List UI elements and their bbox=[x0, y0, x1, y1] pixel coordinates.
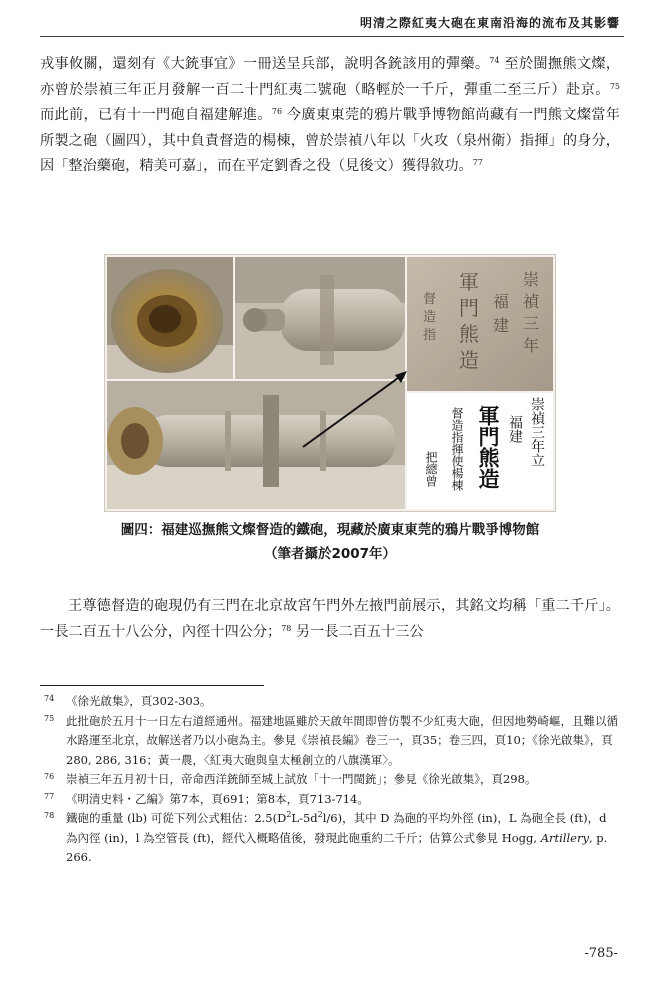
header-rule bbox=[40, 36, 624, 37]
footnote-text-c: l/6)，其中 D 為砲的平均外徑 (in)，L 為砲全長 (ft)，d 為內徑 (in)，l 為空管長 (ft)，經代入概略值後，發現此砲重約二千斤；估算公式參見 Hogg, bbox=[66, 811, 607, 845]
para2-text-1: 王尊德督造的砲現仍有三門在北京故宮午門外左掖門前展示，其銘文均稱「重二千斤」。一長二百五十八公分，內徑十四公分； bbox=[40, 598, 620, 640]
footnote-text-a: 鐵砲的重量 (lb) 可從下列公式粗估：2.5(D bbox=[66, 811, 287, 825]
inscription-col-4: 督造指揮使楊棟 bbox=[450, 407, 464, 491]
footnote-ref-74[interactable]: 74 bbox=[489, 56, 500, 65]
footnote-74 bbox=[40, 692, 620, 712]
svg-text:軍: 軍 bbox=[459, 270, 479, 294]
footnote-text: 《徐光啟集》，頁302-303。 bbox=[66, 694, 212, 708]
svg-text:門: 門 bbox=[459, 296, 479, 320]
body-paragraph-2 bbox=[40, 594, 620, 645]
svg-text:福: 福 bbox=[493, 292, 510, 311]
caption-line-2: （筆者攝於2007年） bbox=[263, 546, 397, 562]
para2-text-2: 另一長二百五十三公 bbox=[291, 623, 424, 640]
footnote-rule bbox=[40, 685, 264, 686]
superscript-2: 2 bbox=[317, 810, 323, 819]
footnote-ref-77[interactable]: 77 bbox=[472, 158, 483, 167]
footnote-text: 此批砲於五月十一日左右道經通州。福建地區雖於天啟年間即曾仿製不少紅夷大砲，但因地勢崎嶇，且難以循水路運至北京，故解送者乃以小砲為主。參見《崇禎長編》卷三一，頁35；卷三四，頁10；《徐光啟集》，頁280, 286, 316；黃一農，〈紅夷大砲與皇太極創立的八旗漢軍〉。 bbox=[66, 713, 618, 767]
svg-text:崇: 崇 bbox=[523, 270, 540, 289]
inscription-closeup-photo bbox=[407, 257, 553, 391]
inscription-col-1: 崇禎三年立 bbox=[529, 397, 545, 467]
page-number: -785- bbox=[584, 946, 618, 961]
superscript-2: 2 bbox=[286, 810, 292, 819]
svg-text:禎: 禎 bbox=[523, 292, 540, 311]
footnote-number: 74 bbox=[44, 694, 55, 703]
body-paragraph-1 bbox=[40, 52, 620, 180]
footnote-text-b: L-5d bbox=[291, 811, 318, 825]
footnote-number: 76 bbox=[44, 772, 55, 781]
footnote-text: 崇禎三年五月初十日，帝命西洋銃師至城上試放「十一門閩銃」；參見《徐光啟集》，頁298。 bbox=[66, 772, 537, 786]
para1-text-3: 而此前，已有十一門砲自福建解進。 bbox=[40, 107, 272, 123]
footnote-ref-75[interactable]: 75 bbox=[609, 81, 620, 91]
inscription-col-2: 福建 bbox=[507, 415, 523, 443]
footnote-78 bbox=[40, 809, 620, 868]
footnotes bbox=[40, 692, 620, 868]
footnote-ref-76[interactable]: 76 bbox=[271, 107, 283, 116]
caption-line-1: 圖四：福建巡撫熊文燦督造的鐵砲，現藏於廣東東莞的鴉片戰爭博物館 bbox=[120, 522, 540, 538]
footnote-text-d: , p. 266. bbox=[66, 830, 608, 864]
svg-text:熊: 熊 bbox=[459, 322, 479, 346]
footnote-ref-78[interactable]: 78 bbox=[281, 623, 292, 633]
footnote-number: 78 bbox=[44, 811, 55, 820]
para1-text-1: 戎事攸關，還刻有《大銃事宜》一冊送呈兵部，說明各銃該用的彈藥。 bbox=[40, 56, 490, 72]
footnote-75 bbox=[40, 712, 620, 771]
svg-text:督: 督 bbox=[423, 292, 437, 307]
running-head: 明清之際紅夷大砲在東南沿海的流布及其影響 bbox=[359, 16, 620, 30]
svg-text:年: 年 bbox=[523, 336, 540, 355]
svg-text:造: 造 bbox=[459, 348, 479, 372]
inscription-col-5: 把總曾 bbox=[424, 451, 438, 487]
svg-text:指: 指 bbox=[423, 328, 437, 343]
svg-text:建: 建 bbox=[493, 316, 510, 335]
footnote-77 bbox=[40, 790, 620, 810]
full-barrel-photo bbox=[107, 381, 405, 509]
breech-photo bbox=[235, 257, 405, 379]
para1-text-4: 今廣東東莞的鴉片戰爭博物館尚藏有一門熊文燦當年所製之砲（圖四），其中負責督造的楊棟，曾於崇禎八年以「火攻（泉州衛）指揮」的身分，因「整治藥砲，精美可嘉」，而在平定劉香之役（見後文）獲得敘功。 bbox=[40, 107, 620, 174]
footnote-number: 77 bbox=[44, 791, 55, 801]
cannon-photo-collage bbox=[104, 254, 556, 512]
book-title-italic: Artillery bbox=[540, 830, 589, 845]
para1-text-2: 至於閩撫熊文燦，亦曾於崇禎三年正月發解一百二十門紅夷二號砲（略輕於一千斤，彈重二至三斤）赴京。 bbox=[40, 56, 620, 98]
footnote-text: 《明清史料・乙編》第7本，頁691；第8本，頁713-714。 bbox=[66, 791, 369, 806]
footnote-76 bbox=[40, 770, 620, 790]
inscription-col-3: 軍門熊造 bbox=[476, 405, 501, 489]
footnote-number: 75 bbox=[44, 713, 55, 723]
figure-caption bbox=[40, 518, 620, 566]
svg-text:造: 造 bbox=[423, 310, 437, 325]
svg-text:三: 三 bbox=[523, 314, 540, 333]
muzzle-photo bbox=[107, 257, 233, 379]
